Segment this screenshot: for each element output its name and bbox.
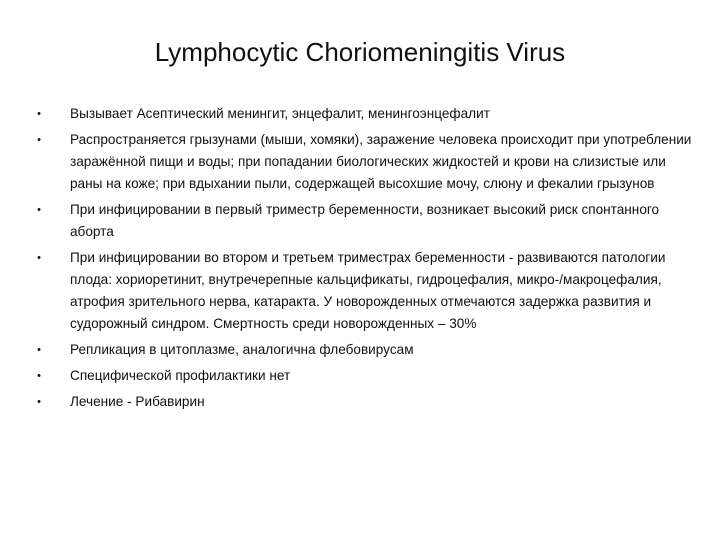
bullet-icon: • xyxy=(37,252,41,264)
bullet-text: При инфицировании во втором и третьем триместрах беременности - развиваются патологии плода: хориоретинит, внутречерепные кальцификаты, гидроцефалия, микро-/макроцефалия, атрофия зрительного нерва, катаракта. У новорожденных отмечаются задержка развития и судорожный синдром. Смертность среди новорожденных – 30% xyxy=(70,250,666,331)
bullet-list xyxy=(33,103,693,417)
bullet-icon: • xyxy=(37,370,41,382)
bullet-text: Лечение - Рибавирин xyxy=(70,394,205,409)
bullet-icon: • xyxy=(37,108,41,120)
bullet-item xyxy=(33,103,693,125)
bullet-item xyxy=(33,247,693,335)
bullet-icon: • xyxy=(37,204,41,216)
bullet-item xyxy=(33,339,693,361)
bullet-text: Вызывает Асептический менингит, энцефалит, менингоэнцефалит xyxy=(70,106,490,121)
bullet-text: Репликация в цитоплазме, аналогична флебовирусам xyxy=(70,342,414,357)
bullet-item xyxy=(33,129,693,195)
bullet-icon: • xyxy=(37,396,41,408)
bullet-text: Распространяется грызунами (мыши, хомяки), заражение человека происходит при употреблении заражённой пищи и воды; при попадании биологических жидкостей и крови на слизистые или раны на коже; при вдыхании пыли, содержащей высохшие мочу, слюну и фекалии грызунов xyxy=(70,132,692,191)
bullet-text: При инфицировании в первый триместр беременности, возникает высокий риск спонтанного аборта xyxy=(70,202,660,239)
bullet-icon: • xyxy=(37,134,41,146)
bullet-item xyxy=(33,391,693,413)
bullet-text: Специфической профилактики нет xyxy=(70,368,291,383)
bullet-item xyxy=(33,199,693,243)
slide-title: Lymphocytic Choriomeningitis Virus xyxy=(154,37,566,67)
bullet-item xyxy=(33,365,693,387)
bullet-icon: • xyxy=(37,344,41,356)
